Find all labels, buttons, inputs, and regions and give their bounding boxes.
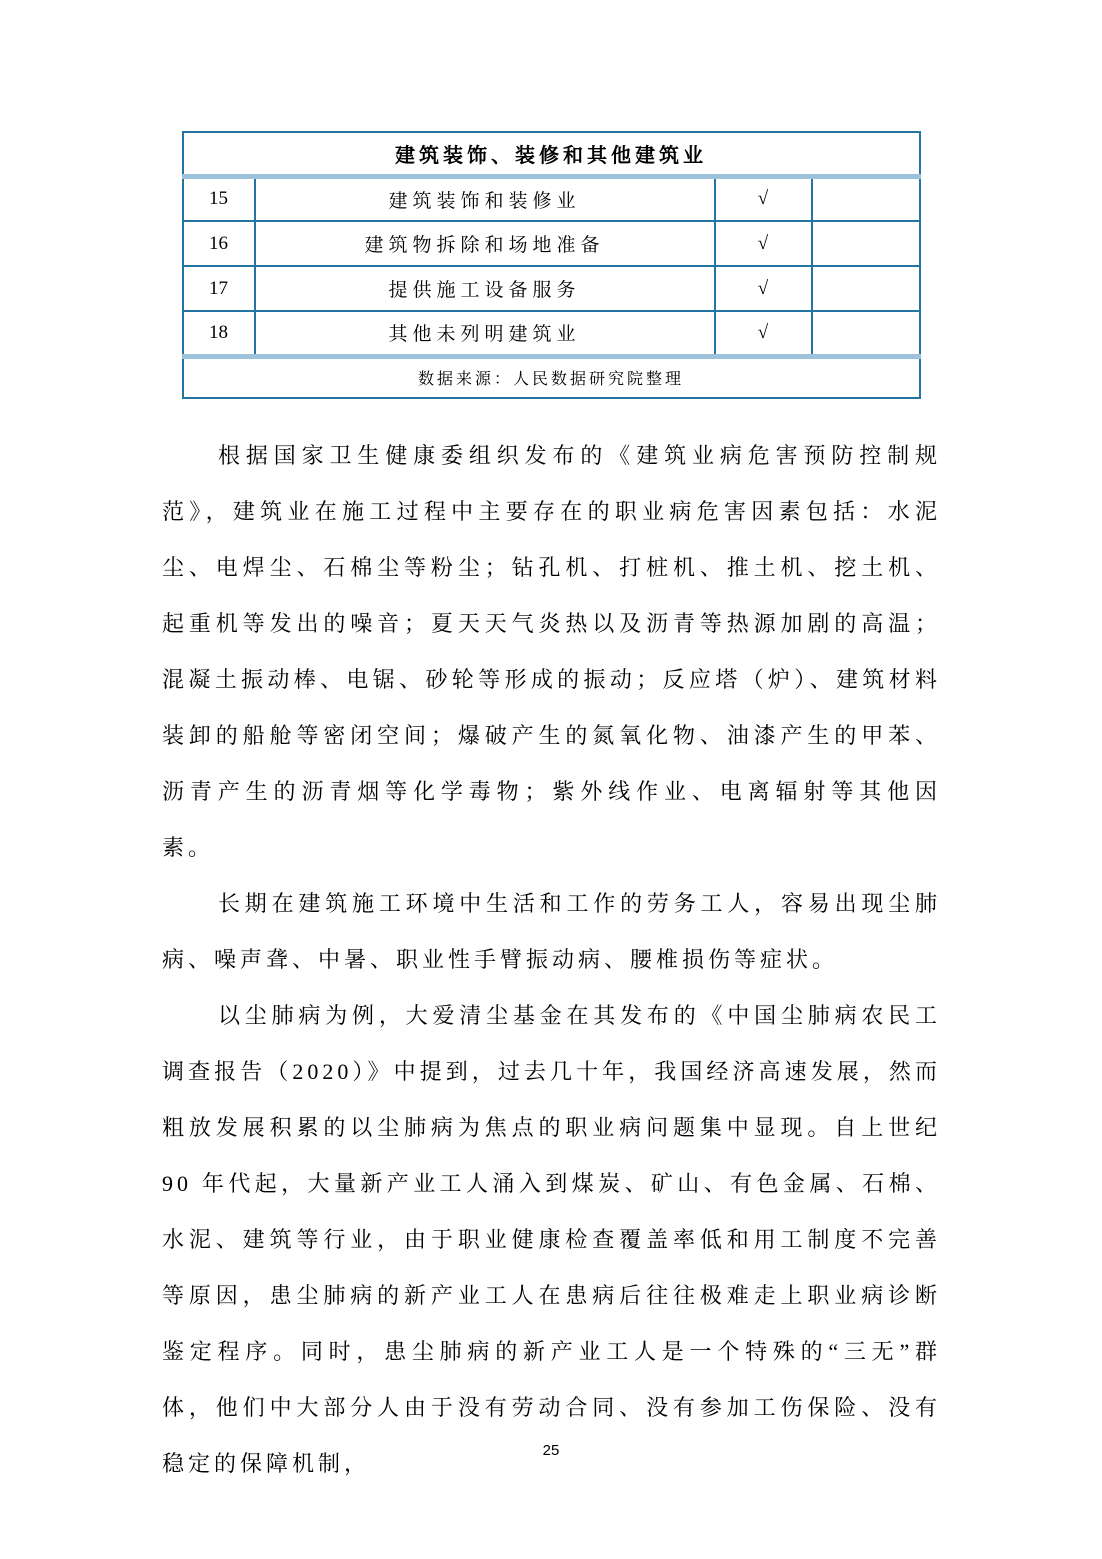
row-number: 16 [183, 221, 255, 266]
table-title: 建筑装饰、装修和其他建筑业 [183, 132, 920, 176]
industry-name: 建筑装饰和装修业 [255, 176, 715, 221]
body-text [162, 428, 941, 1492]
empty-cell [812, 266, 920, 311]
table-row [183, 311, 920, 356]
paragraph-symptoms: 长期在建筑施工环境中生活和工作的劳务工人，容易出现尘肺病、噪声聋、中暑、职业性手臂振动病、腰椎损伤等症状。 [162, 891, 941, 972]
table-row [183, 176, 920, 221]
checkmark: √ [715, 266, 812, 311]
empty-cell [812, 221, 920, 266]
empty-cell [812, 176, 920, 221]
industry-name: 其他未列明建筑业 [255, 311, 715, 356]
industry-name: 提供施工设备服务 [255, 266, 715, 311]
table-title-row [183, 132, 920, 176]
checkmark: √ [715, 311, 812, 356]
industry-name: 建筑物拆除和场地准备 [255, 221, 715, 266]
row-number: 15 [183, 176, 255, 221]
row-number: 18 [183, 311, 255, 356]
table-source-row [183, 356, 920, 398]
industry-table [182, 131, 921, 399]
paragraph-pneumoconiosis: 以尘肺病为例，大爱清尘基金在其发布的《中国尘肺病农民工调查报告（2020）》中提到，过去几十年，我国经济高速发展，然而粗放发展积累的以尘肺病为焦点的职业病问题集中显现。自上世纪 90 年代起，大量新产业工人涌入到煤炭、矿山、有色金属、石棉、水泥、建筑等行业，由于职业健康检查覆盖率低和用工制度不完善等原因，患尘肺病的新产业工人在患病后往往极难走上职业病诊断鉴定程序。同时，患尘肺病的新产业工人是一个特殊的“三无”群体，他们中大部分人由于没有劳动合同、没有参加工伤保险、没有稳定的保障机制， [162, 1003, 941, 1476]
checkmark: √ [715, 176, 812, 221]
empty-cell [812, 311, 920, 356]
table-row [183, 221, 920, 266]
row-number: 17 [183, 266, 255, 311]
table-source: 数据来源：人民数据研究院整理 [183, 356, 920, 398]
page-number: 25 [542, 1442, 560, 1459]
checkmark: √ [715, 221, 812, 266]
table-row [183, 266, 920, 311]
paragraph-hazard-factors: 根据国家卫生健康委组织发布的《建筑业病危害预防控制规范》，建筑业在施工过程中主要存在的职业病危害因素包括：水泥尘、电焊尘、石棉尘等粉尘；钻孔机、打桩机、推土机、挖土机、起重机等发出的噪音；夏天天气炎热以及沥青等热源加剧的高温；混凝土振动棒、电锯、砂轮等形成的振动；反应塔（炉）、建筑材料装卸的船舱等密闭空间；爆破产生的氮氧化物、油漆产生的甲苯、沥青产生的沥青烟等化学毒物；紫外线作业、电离辐射等其他因素。 [162, 443, 941, 860]
